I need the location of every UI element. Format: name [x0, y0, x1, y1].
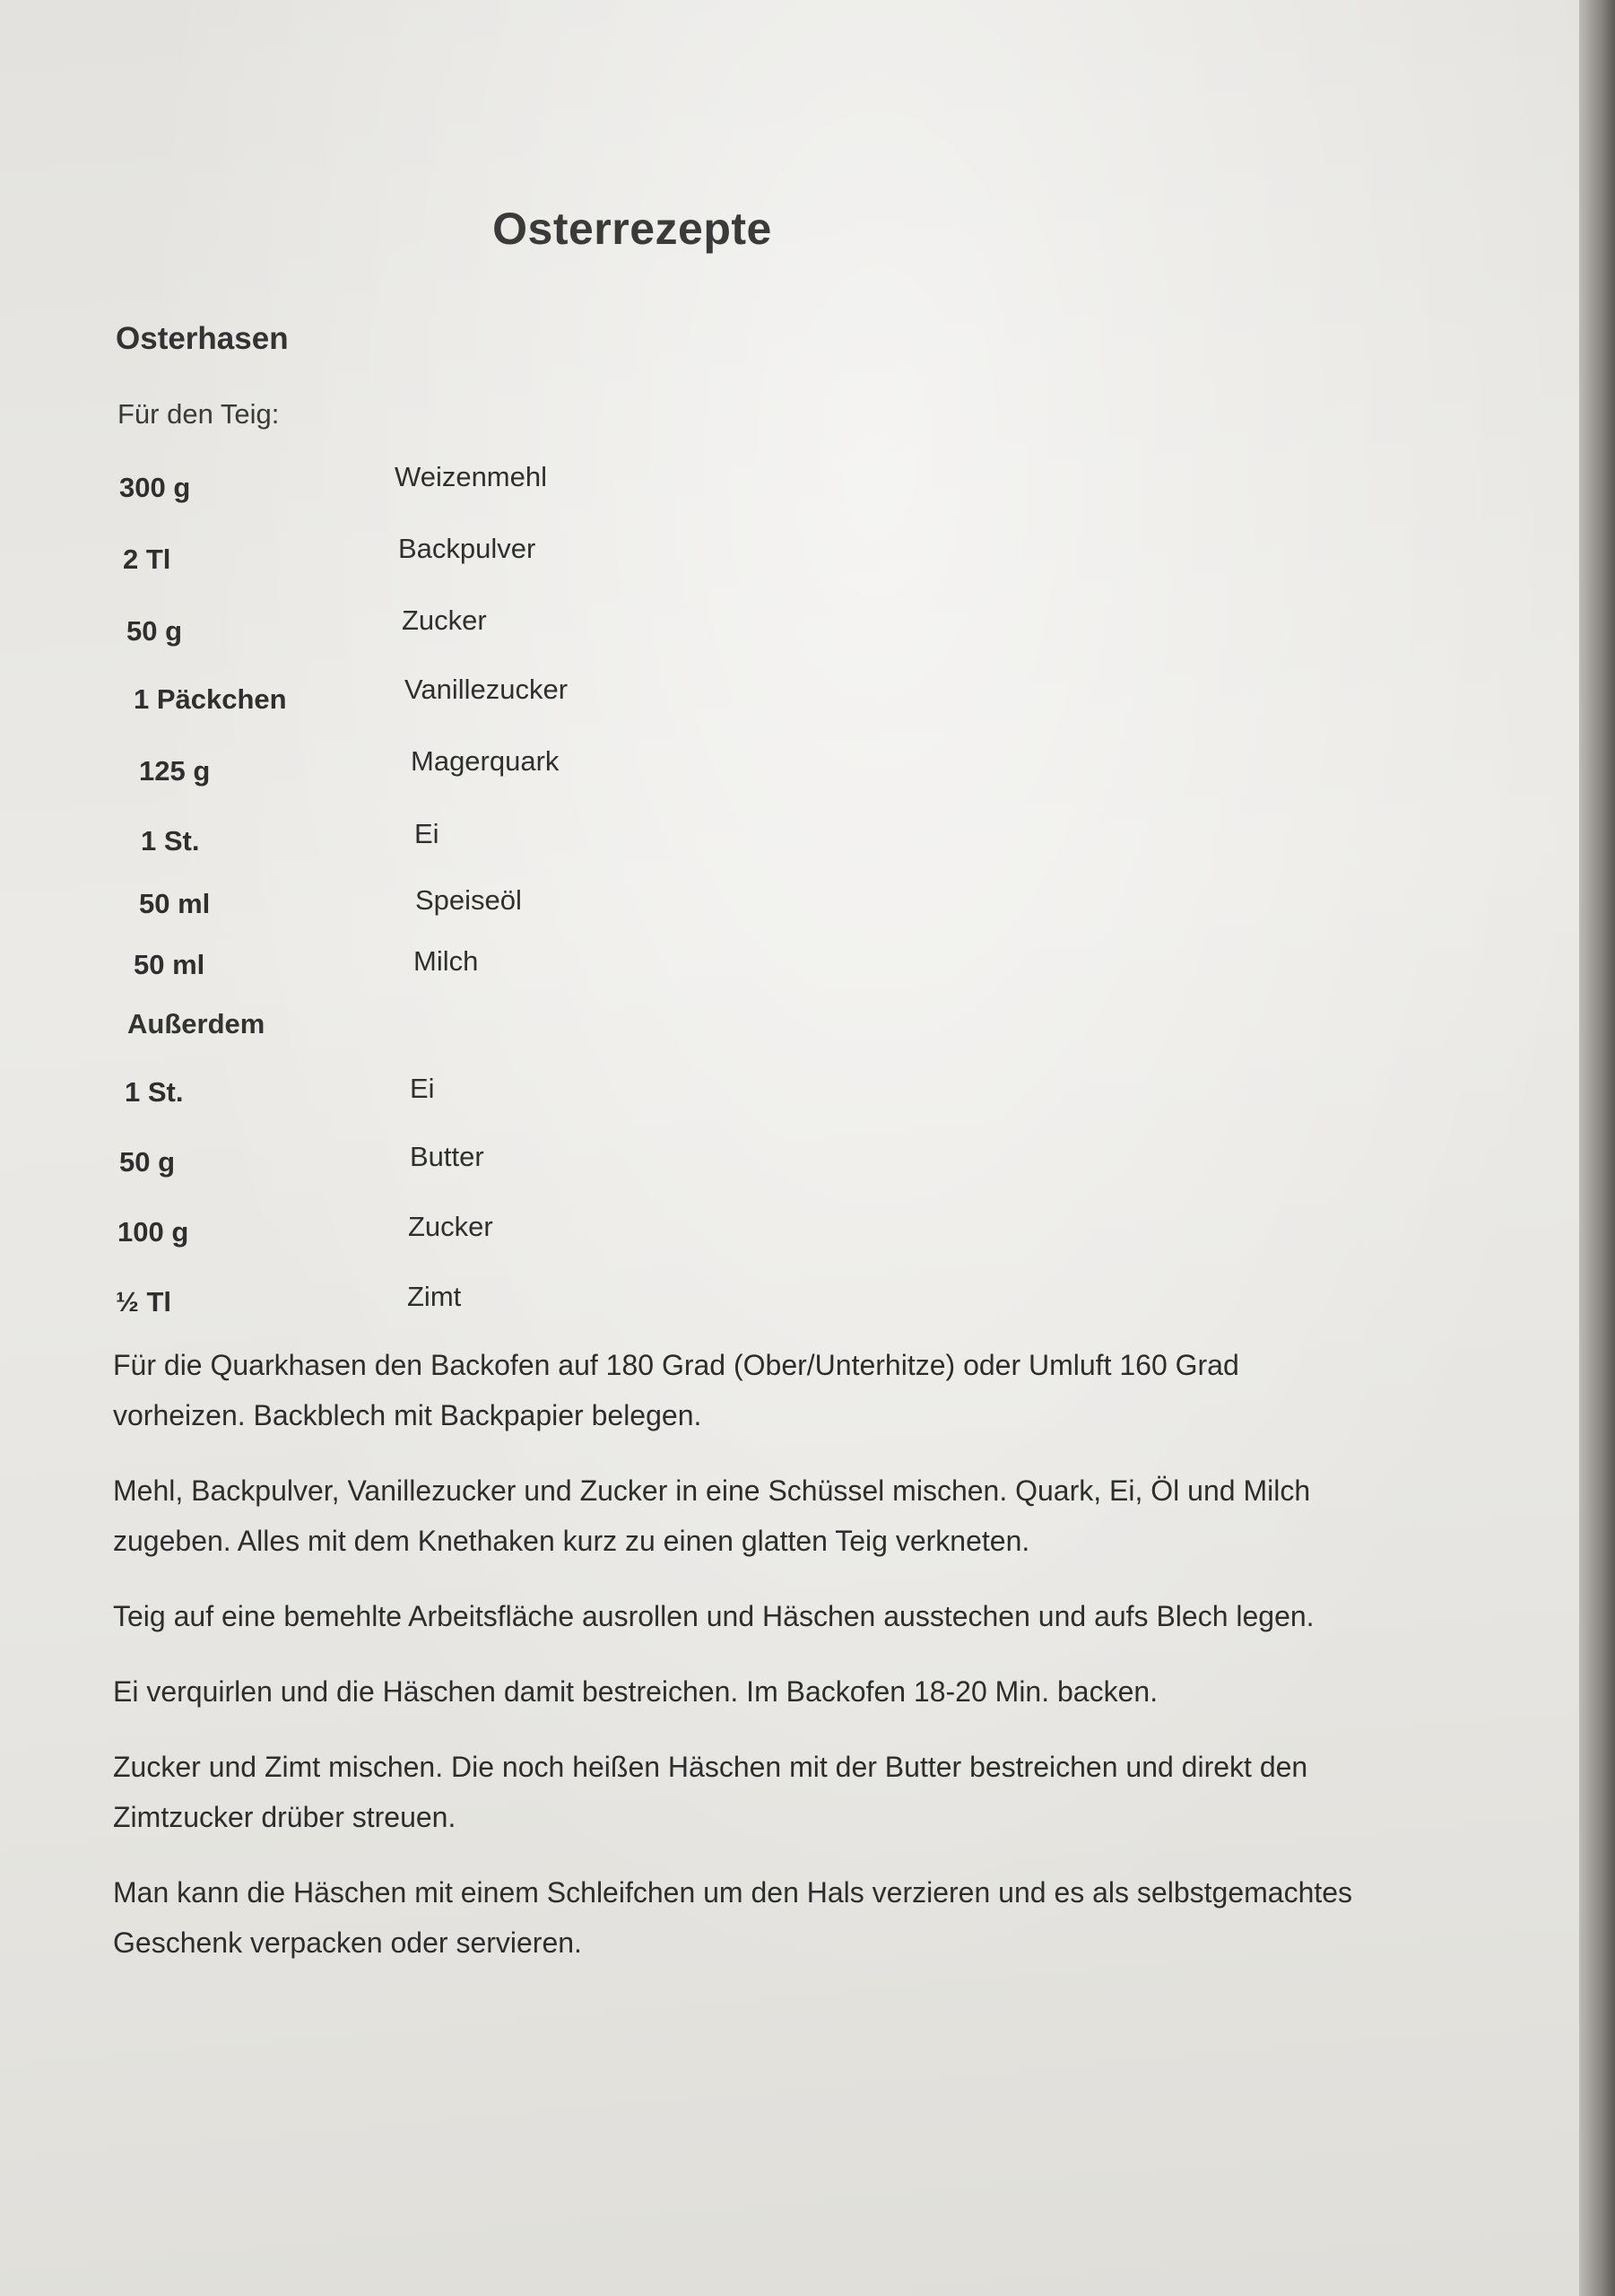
ingredient-name: Vanillezucker — [404, 674, 569, 705]
ingredient-quantity: 50 g — [119, 1146, 176, 1178]
ingredient-name: Milch — [413, 945, 479, 977]
instruction-step: Für die Quarkhasen den Backofen auf 180 Grad (Ober/Unterhitze) oder Umluft 160 Grad vorheizen. Backblech mit Backpapier belegen. — [113, 1349, 1239, 1431]
ingredient-name: Speiseöl — [415, 884, 522, 916]
ingredient-quantity: 125 g — [139, 755, 211, 787]
ingredient-quantity: 50 ml — [139, 888, 211, 919]
instruction-step: Ei verquirlen und die Häschen damit bestreichen. Im Backofen 18-20 Min. backen. — [113, 1675, 1159, 1708]
ingredient-quantity: 1 Päckchen — [134, 683, 287, 715]
ingredient-quantity: 1 St. — [141, 825, 200, 857]
instruction-step: Mehl, Backpulver, Vanillezucker und Zucker in eine Schüssel mischen. Quark, Ei, Öl und Milch zugeben. Alles mit dem Knethaken kurz zu einen glatten Teig verkneten. — [113, 1474, 1311, 1557]
ingredient-name: Backpulver — [398, 533, 536, 564]
background-edge — [1579, 0, 1615, 2296]
ingredient-name: Zimt — [407, 1281, 462, 1312]
ingredient-name: Zucker — [408, 1211, 493, 1242]
ingredient-name: Ei — [414, 818, 439, 849]
ingredient-quantity: 50 ml — [134, 949, 205, 980]
ingredient-name: Ei — [410, 1073, 435, 1104]
ingredient-quantity: ½ Tl — [116, 1286, 172, 1318]
ingredient-name: Magerquark — [411, 745, 560, 777]
dough-heading: Für den Teig: — [117, 398, 280, 430]
ingredient-quantity: 300 g — [119, 472, 191, 503]
recipe-title: Osterhasen — [116, 321, 289, 356]
ingredient-name: Zucker — [402, 604, 487, 636]
instruction-step: Zucker und Zimt mischen. Die noch heißen Häschen mit der Butter bestreichen und direkt den Zimtzucker drüber streuen. — [113, 1751, 1308, 1833]
document-title: Osterrezepte — [492, 204, 772, 254]
instruction-step: Teig auf eine bemehlte Arbeitsfläche ausrollen und Häschen ausstechen und aufs Blech legen. — [113, 1600, 1315, 1632]
ingredient-quantity: 100 g — [117, 1216, 189, 1248]
instruction-step: Man kann die Häschen mit einem Schleifchen um den Hals verzieren und es als selbstgemachtes Geschenk verpacken oder servieren. — [113, 1876, 1353, 1959]
instructions — [113, 1340, 1368, 1993]
ingredient-name: Weizenmehl — [395, 461, 548, 492]
ingredient-quantity: 2 Tl — [123, 544, 171, 575]
ingredient-quantity: 50 g — [126, 615, 183, 647]
ingredient-quantity: 1 St. — [125, 1076, 184, 1108]
ingredient-name: Butter — [410, 1141, 484, 1172]
extra-heading: Außerdem — [127, 1008, 265, 1039]
